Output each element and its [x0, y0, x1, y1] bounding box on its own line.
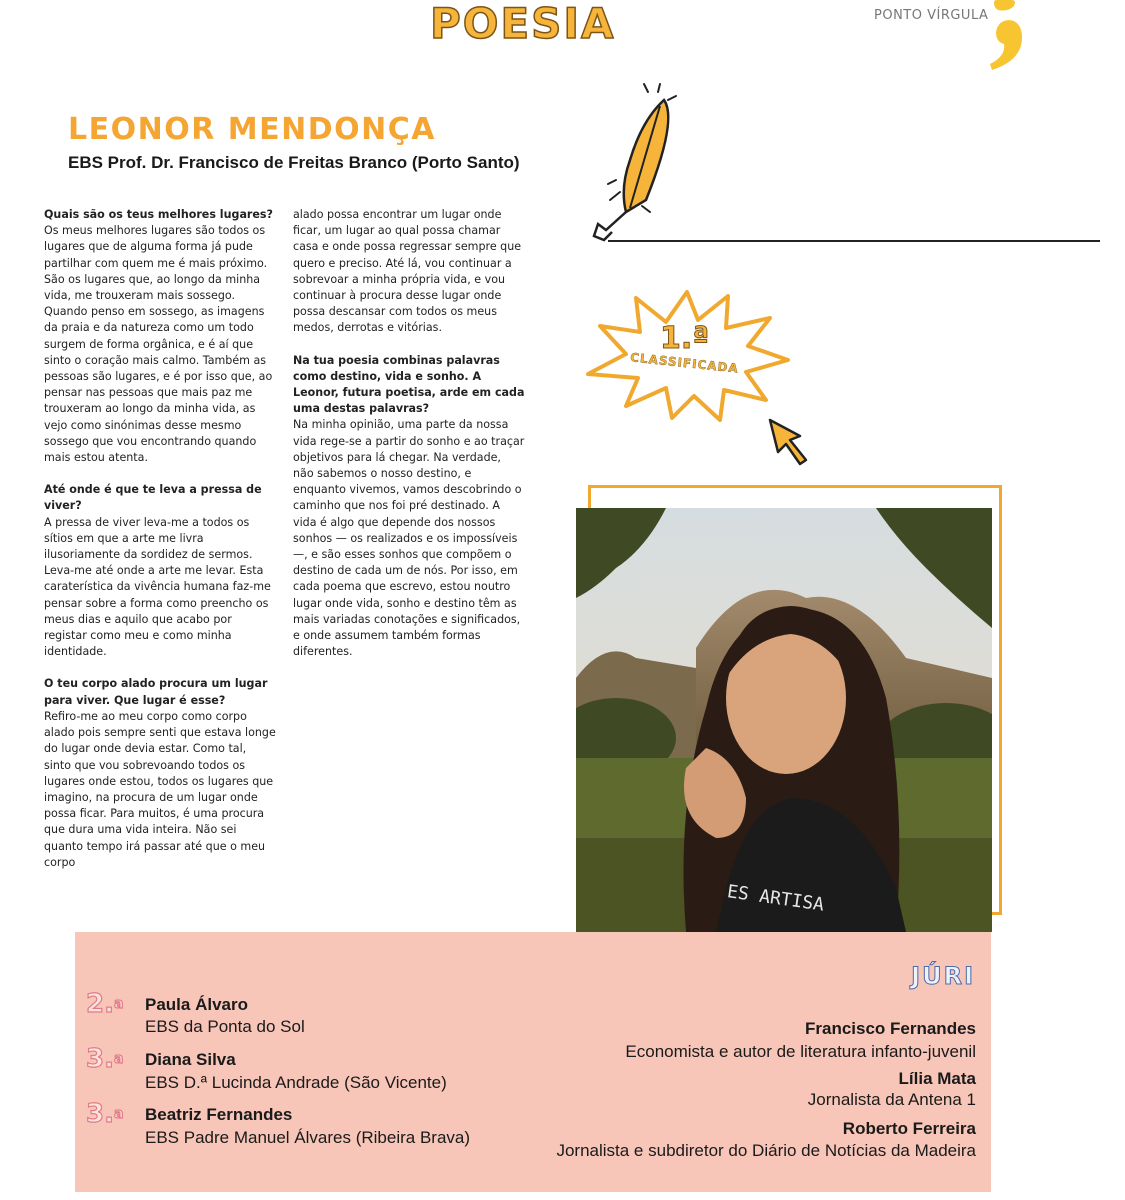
brand-name: PONTO VÍRGULA: [874, 8, 989, 23]
author-name: LEONOR MENDONÇA: [68, 112, 436, 147]
winner-name: Beatriz Fernandes: [145, 1105, 293, 1124]
interview-question: Até onde é que te leva a pressa de viver?: [44, 483, 262, 513]
rank-badge: 3.$^a$: [86, 1099, 124, 1129]
author-photo: [576, 508, 992, 932]
jury-member-name: Roberto Ferreira: [842, 1119, 976, 1138]
winner-name: Paula Álvaro: [145, 995, 248, 1014]
jury-member-role: Jornalista e subdiretor do Diário de Notícias da Madeira: [556, 1141, 976, 1160]
jury-member-role: Economista e autor de literatura infanto-juvenil: [625, 1042, 976, 1061]
jury-member-name: Francisco Fernandes: [804, 1019, 976, 1038]
author-school: EBS Prof. Dr. Francisco de Freitas Branco (Porto Santo): [68, 153, 520, 172]
jury-title: JÚRI: [911, 962, 975, 990]
semicolon-logo: [988, 0, 1028, 75]
interview-answer-continued: alado possa encontrar um lugar onde ficar, um lugar ao qual possa chamar casa e onde possa regressar sempre que quero e preciso. Até lá, vou continuar a sobrevoar a minha própria vida, e vou continuar à procura desse lugar onde possa descansar com todos os meus medos, derrotas e vitórias.: [293, 208, 522, 335]
cursor-arrow-icon: [766, 416, 812, 468]
interview-answer: Na minha opinião, uma parte da nossa vida rege-se a partir do sonho e ao traçar objetivos para lá chegar. Na verdade, não sabemos o nosso destino, e enquanto vivemos, vamos descobrindo o caminho que nos foi pré destinado. A vida é algo que depende dos nossos sonhos — os realizados e os impossíveis —, e são esses sonhos que compõem o destino de cada um de nós. Por isso, em cada poema que escrevo, estou noutro lugar onde vida, sonho e destino têm as mais variadas conotações e significados, e onde assumem também formas diferentes.: [293, 418, 525, 659]
badge-rank: 1.ª: [660, 321, 710, 356]
interview-question: Na tua poesia combinas palavras como destino, vida e sonho. A Leonor, futura poetisa, arde em cada uma destas palavras?: [293, 353, 525, 416]
rank-badge: 3.$^a$: [86, 1044, 124, 1074]
interview-answer: Refiro-me ao meu corpo como corpo alado pois sempre senti que estava longe do lugar onde devia estar. Como tal, sinto que vou sobrevoando todos os lugares onde estou, todos os lugares que imagino, na procura de um lugar onde possa ficar. Para muitos, é uma procura que dura uma vida inteira. Não sei quanto tempo irá passar até que o meu corpo: [44, 709, 276, 869]
rank-badge: 2.$^a$: [86, 989, 124, 1019]
interview-column-1: [44, 207, 276, 871]
winner-school: EBS D.ª Lucinda Andrade (São Vicente): [145, 1073, 447, 1092]
quill-icon: [586, 80, 696, 250]
svg-text:ES ARTISA: ES ARTISA: [725, 881, 826, 916]
winner-school: EBS Padre Manuel Álvares (Ribeira Brava): [145, 1128, 471, 1147]
winner-school: EBS da Ponta do Sol: [145, 1017, 305, 1036]
section-title: POESIA: [430, 0, 616, 48]
interview-answer: A pressa de viver leva-me a todos os sítios em que a arte me livra ilusoriamente da sordidez de sermos. Leva-me até onde a arte me levar. Esta caraterística da vivência humana faz-me pensar sobre a forma como preencho os meus dias e aquilo que acabo por registar como meu e como minha identidade.: [44, 515, 271, 659]
interview-question: Quais são os teus melhores lugares?: [44, 208, 273, 221]
jury-member-name: Lília Mata: [898, 1069, 976, 1088]
divider-line: [608, 240, 1100, 242]
winner-name: Diana Silva: [145, 1050, 236, 1069]
interview-question: O teu corpo alado procura um lugar para viver. Que lugar é esse?: [44, 677, 268, 707]
interview-answer: Os meus melhores lugares são todos os lugares que de alguma forma já pude partilhar com quem me é mais próximo. São os lugares que, ao longo da minha vida, me trouxeram mais sossego. Quando penso em sossego, as imagens da praia e da natureza como um todo surgem de forma orgânica, e é aí que sinto o coração mais calmo. Também as pessoas são lugares, e é por isso que, ao pensar nas pessoas que mais paz me trouxeram ao longo da minha vida, as vejo como sinónimas desse mesmo sossego que vou encontrando quando mais estou atenta.: [44, 224, 273, 465]
jury-member-role: Jornalista da Antena 1: [807, 1090, 976, 1109]
interview-column-2: [293, 207, 525, 660]
badge-label: CLASSIFICADA: [629, 350, 740, 376]
